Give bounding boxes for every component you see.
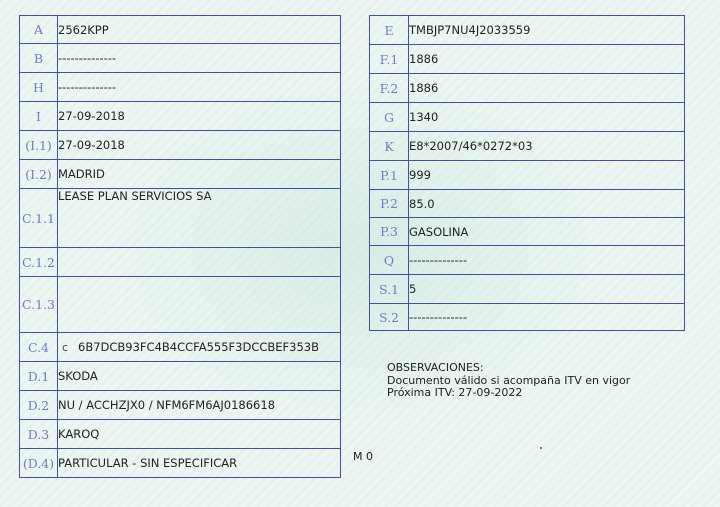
field-value: -------------- (409, 246, 685, 275)
field-value: 27-09-2018 (58, 131, 341, 160)
field-value: MADRID (58, 160, 341, 189)
paper-speck (540, 447, 542, 449)
field-value: TMBJP7NU4J2033559 (409, 16, 685, 45)
field-code: D.3 (20, 420, 58, 449)
field-row-e (370, 16, 685, 45)
field-value: KAROQ (58, 420, 341, 449)
field-code: C.1.2 (20, 248, 58, 277)
field-value: 1886 (409, 74, 685, 103)
field-value: 27-09-2018 (58, 102, 341, 131)
field-value: 1340 (409, 103, 685, 132)
field-row-s1 (370, 275, 685, 304)
field-row-g (370, 103, 685, 132)
field-code: C.1.3 (20, 277, 58, 333)
field-value: LEASE PLAN SERVICIOS SA (58, 189, 341, 248)
field-code: H (20, 73, 58, 102)
field-code: S.2 (370, 304, 409, 331)
field-value: 85.0 (409, 190, 685, 218)
field-value: SKODA (58, 362, 341, 391)
field-value: GASOLINA (409, 218, 685, 246)
field-row-f1 (370, 45, 685, 74)
field-code: C.1.1 (20, 189, 58, 248)
field-row-c4 (20, 333, 341, 362)
field-code: A (20, 16, 58, 44)
field-code: D.1 (20, 362, 58, 391)
field-code: G (370, 103, 409, 132)
field-code: E (370, 16, 409, 45)
field-code: Q (370, 246, 409, 275)
field-row-f2 (370, 74, 685, 103)
field-row-c13 (20, 277, 341, 333)
observaciones-line: Documento válido si acompaña ITV en vigor (387, 373, 631, 387)
footer-mark: M 0 (353, 450, 373, 463)
field-value: PARTICULAR - SIN ESPECIFICAR (58, 449, 341, 478)
field-value (58, 248, 341, 277)
field-code: S.1 (370, 275, 409, 304)
field-row-c11 (20, 189, 341, 248)
field-code: (I.2) (20, 160, 58, 189)
field-value: 2562KPP (58, 16, 341, 44)
observaciones-block (387, 362, 630, 400)
field-row-i2 (20, 160, 341, 189)
field-row-c12 (20, 248, 341, 277)
field-value: -------------- (58, 44, 341, 73)
field-row-i1 (20, 131, 341, 160)
field-code: (D.4) (20, 449, 58, 478)
observaciones-line: Próxima ITV: 27-09-2022 (387, 386, 523, 399)
field-row-d4 (20, 449, 341, 478)
observaciones-title: OBSERVACIONES: (387, 361, 484, 374)
field-code: (I.1) (20, 131, 58, 160)
field-value-c4 (58, 333, 341, 362)
field-code: C.4 (20, 333, 58, 362)
field-value: 5 (409, 275, 685, 304)
field-value: 6B7DCB93FC4B4CCFA555F3DCCBEF353B (78, 340, 319, 354)
field-row-k (370, 132, 685, 161)
field-row-p3 (370, 218, 685, 246)
field-value: E8*2007/46*0272*03 (409, 132, 685, 161)
field-row-h (20, 73, 341, 102)
field-row-d1 (20, 362, 341, 391)
field-code: F.1 (370, 45, 409, 74)
field-code: P.1 (370, 161, 409, 190)
field-value: NU / ACCHZJX0 / NFM6FM6AJ0186618 (58, 391, 341, 420)
left-field-table (19, 15, 341, 478)
field-value: 999 (409, 161, 685, 190)
field-code: I (20, 102, 58, 131)
field-code: P.3 (370, 218, 409, 246)
field-row-i (20, 102, 341, 131)
field-code: B (20, 44, 58, 73)
field-value (58, 277, 341, 333)
field-code: K (370, 132, 409, 161)
field-row-p2 (370, 190, 685, 218)
field-row-d2 (20, 391, 341, 420)
field-row-s2 (370, 304, 685, 331)
field-code: F.2 (370, 74, 409, 103)
field-value: 1886 (409, 45, 685, 74)
field-code: D.2 (20, 391, 58, 420)
field-row-b (20, 44, 341, 73)
field-value: -------------- (58, 73, 341, 102)
right-field-table (369, 15, 685, 331)
field-row-q (370, 246, 685, 275)
field-row-p1 (370, 161, 685, 190)
field-value: -------------- (409, 304, 685, 331)
field-row-d3 (20, 420, 341, 449)
field-flag: c (62, 341, 69, 354)
field-row-a (20, 16, 341, 44)
field-code: P.2 (370, 190, 409, 218)
